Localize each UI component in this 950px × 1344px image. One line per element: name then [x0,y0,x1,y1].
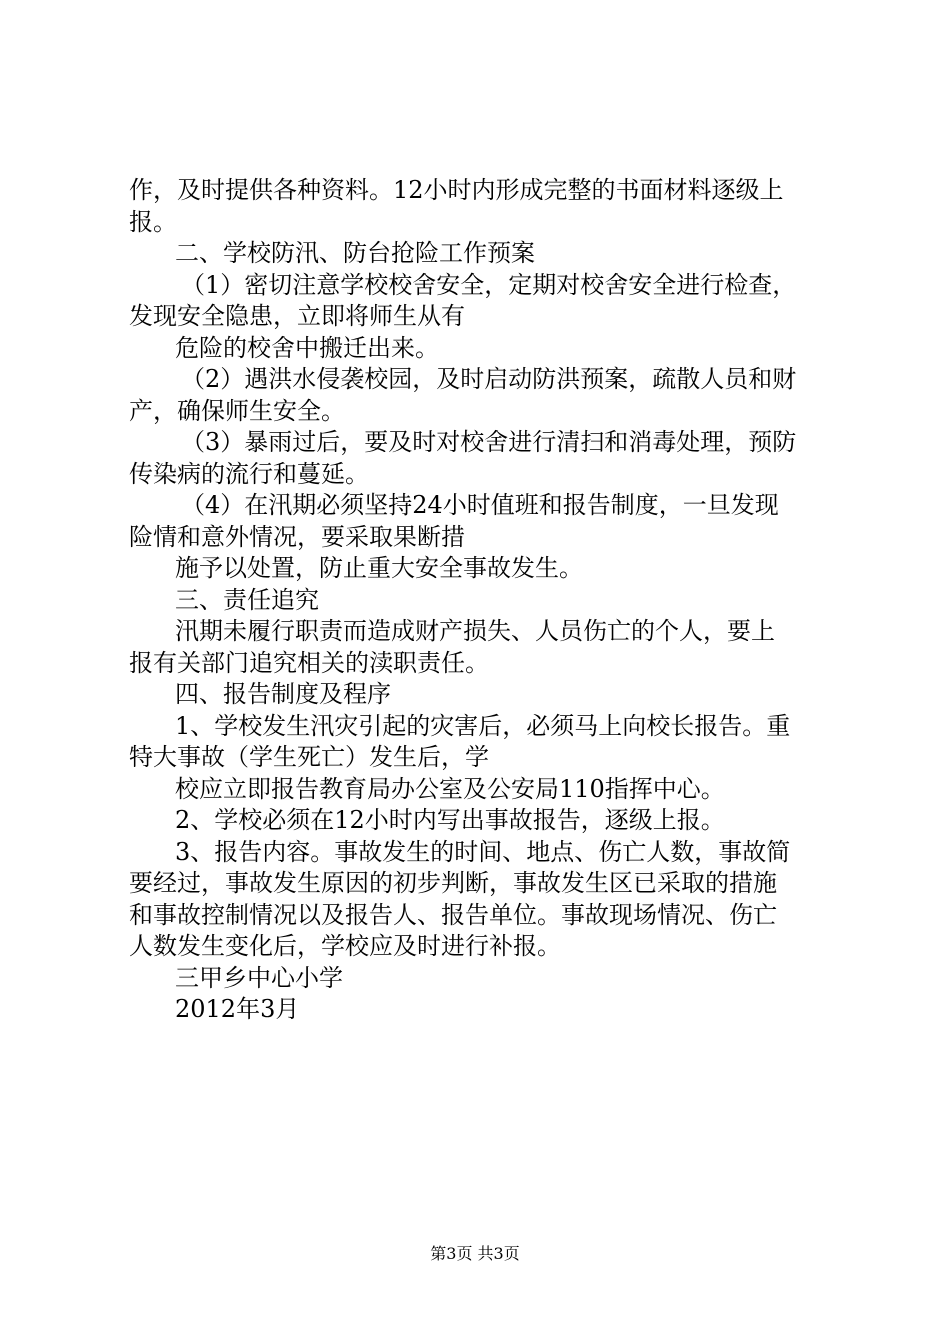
text-line: 发现安全隐患，立即将师生从有 [129,302,465,330]
text-line: （1）密切注意学校校舍安全，定期对校舍安全进行检查， [181,270,797,299]
document-body [129,175,839,1026]
text-line: 传染病的流行和蔓延。 [129,459,369,488]
text-line: 三、责任追究 [175,585,319,614]
text-line: 施予以处置，防止重大安全事故发生。 [175,554,583,582]
text-line: 产，确保师生安全。 [129,396,345,425]
text-line: 报。 [129,207,177,236]
text-line: 特大事故（学生死亡）发生后，学 [129,743,489,771]
text-line: 险情和意外情况，要采取果断措 [129,522,465,551]
text-line: （3）暴雨过后，要及时对校舍进行清扫和消毒处理，预防 [181,428,797,456]
text-line: 报有关部门追究相关的渎职责任。 [129,648,489,677]
text-line: 3、报告内容。事故发生的时间、地点、伤亡人数，事故简 [175,837,791,866]
text-line: 1、学校发生汛灾引起的灾害后，必须马上向校长报告。重 [175,711,791,740]
text-line: 人数发生变化后，学校应及时进行补报。 [129,932,561,960]
text-line: 危险的校舍中搬迁出来。 [175,333,439,362]
text-line: 要经过，事故发生原因的初步判断，事故发生区已采取的措施 [129,869,777,897]
text-line: （4）在汛期必须坚持24小时值班和报告制度，一旦发现 [181,491,779,519]
text-line: 和事故控制情况以及报告人、报告单位。事故现场情况、伤亡 [129,900,777,929]
page-footer: 第3页 共3页 [430,1244,520,1263]
text-line: 二、学校防汛、防台抢险工作预案 [175,239,535,267]
text-line: 2012年3月 [175,995,300,1023]
text-line: （2）遇洪水侵袭校园，及时启动防洪预案，疏散人员和财 [181,365,797,393]
text-line: 2、学校必须在12小时内写出事故报告，逐级上报。 [175,806,725,834]
text-line: 四、报告制度及程序 [175,680,391,708]
text-line: 校应立即报告教育局办公室及公安局110指挥中心。 [175,774,725,803]
text-line: 三甲乡中心小学 [175,963,343,992]
text-line: 汛期未履行职责而造成财产损失、人员伤亡的个人，要上 [175,617,775,645]
text-line: 作，及时提供各种资料。12小时内形成完整的书面材料逐级上 [129,176,784,204]
